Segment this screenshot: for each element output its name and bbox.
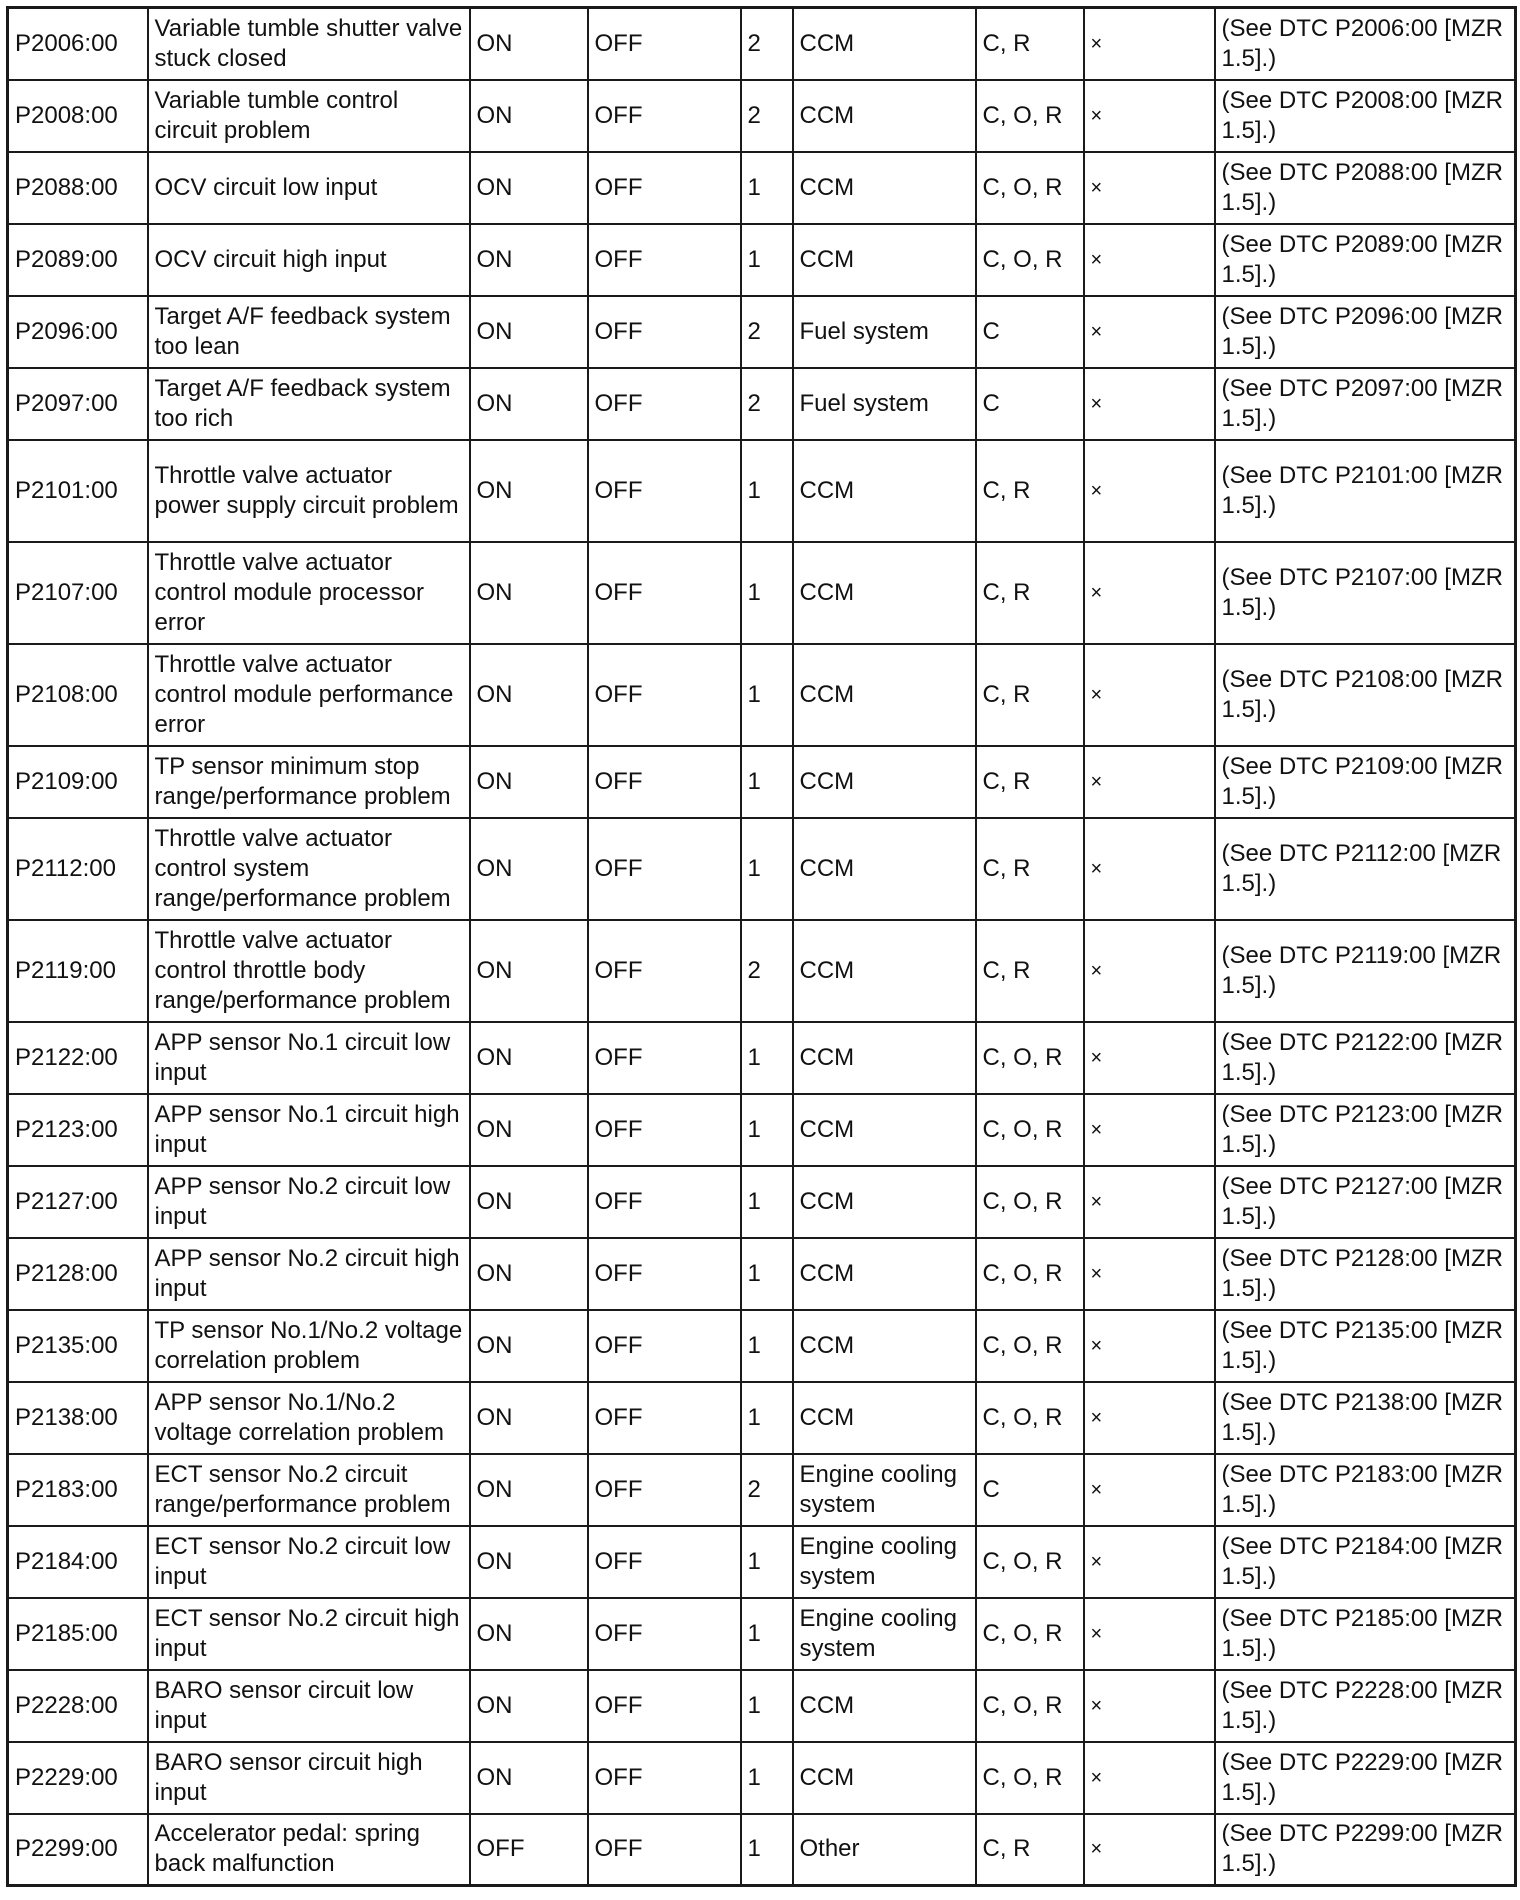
monitor-item-cell: Fuel system [793, 368, 976, 440]
description-cell: OCV circuit high input [148, 224, 470, 296]
table-row [8, 368, 1516, 440]
drive-cycle-cell: 1 [741, 746, 793, 818]
light-status-cell: OFF [588, 368, 741, 440]
reference-cell: (See DTC P2128:00 [MZR 1.5].) [1215, 1238, 1516, 1310]
description-cell: BARO sensor circuit high input [148, 1742, 470, 1814]
self-test-mark-cell: × [1084, 152, 1215, 224]
monitor-item-cell: CCM [793, 1094, 976, 1166]
mil-status-cell: ON [470, 746, 588, 818]
table-row [8, 1022, 1516, 1094]
mil-status-cell: ON [470, 1094, 588, 1166]
monitor-item-cell: CCM [793, 440, 976, 542]
drive-cycle-cell: 1 [741, 542, 793, 644]
mil-status-cell: ON [470, 542, 588, 644]
drive-cycle-cell: 1 [741, 1670, 793, 1742]
table-row [8, 920, 1516, 1022]
memory-function-cell: C, R [976, 1814, 1084, 1886]
mil-status-cell: ON [470, 440, 588, 542]
description-cell: ECT sensor No.2 circuit high input [148, 1598, 470, 1670]
description-cell: Variable tumble shutter valve stuck closed [148, 8, 470, 80]
memory-function-cell: C, R [976, 818, 1084, 920]
table-row [8, 1598, 1516, 1670]
light-status-cell: OFF [588, 1094, 741, 1166]
drive-cycle-cell: 1 [741, 1310, 793, 1382]
table-row [8, 1454, 1516, 1526]
memory-function-cell: C [976, 296, 1084, 368]
self-test-mark-cell: × [1084, 1670, 1215, 1742]
mil-status-cell: ON [470, 1526, 588, 1598]
monitor-item-cell: CCM [793, 920, 976, 1022]
dtc-code-cell: P2096:00 [8, 296, 148, 368]
self-test-mark-cell: × [1084, 1238, 1215, 1310]
dtc-code-cell: P2101:00 [8, 440, 148, 542]
reference-cell: (See DTC P2097:00 [MZR 1.5].) [1215, 368, 1516, 440]
table-row [8, 746, 1516, 818]
table-row [8, 224, 1516, 296]
mil-status-cell: ON [470, 1670, 588, 1742]
self-test-mark-cell: × [1084, 1310, 1215, 1382]
memory-function-cell: C, O, R [976, 1094, 1084, 1166]
light-status-cell: OFF [588, 1310, 741, 1382]
drive-cycle-cell: 2 [741, 920, 793, 1022]
dtc-code-cell: P2127:00 [8, 1166, 148, 1238]
light-status-cell: OFF [588, 644, 741, 746]
reference-cell: (See DTC P2122:00 [MZR 1.5].) [1215, 1022, 1516, 1094]
drive-cycle-cell: 2 [741, 8, 793, 80]
drive-cycle-cell: 1 [741, 152, 793, 224]
monitor-item-cell: CCM [793, 818, 976, 920]
dtc-code-cell: P2097:00 [8, 368, 148, 440]
light-status-cell: OFF [588, 8, 741, 80]
drive-cycle-cell: 1 [741, 818, 793, 920]
table-row [8, 1670, 1516, 1742]
mil-status-cell: ON [470, 1382, 588, 1454]
memory-function-cell: C, R [976, 920, 1084, 1022]
drive-cycle-cell: 2 [741, 80, 793, 152]
table-row [8, 296, 1516, 368]
description-cell: APP sensor No.2 circuit low input [148, 1166, 470, 1238]
reference-cell: (See DTC P2228:00 [MZR 1.5].) [1215, 1670, 1516, 1742]
dtc-code-cell: P2135:00 [8, 1310, 148, 1382]
drive-cycle-cell: 1 [741, 224, 793, 296]
monitor-item-cell: CCM [793, 1238, 976, 1310]
memory-function-cell: C, O, R [976, 1382, 1084, 1454]
reference-cell: (See DTC P2229:00 [MZR 1.5].) [1215, 1742, 1516, 1814]
table-row [8, 440, 1516, 542]
monitor-item-cell: CCM [793, 224, 976, 296]
drive-cycle-cell: 1 [741, 1238, 793, 1310]
drive-cycle-cell: 2 [741, 368, 793, 440]
description-cell: TP sensor No.1/No.2 voltage correlation problem [148, 1310, 470, 1382]
self-test-mark-cell: × [1084, 1166, 1215, 1238]
drive-cycle-cell: 1 [741, 440, 793, 542]
drive-cycle-cell: 1 [741, 1598, 793, 1670]
mil-status-cell: ON [470, 1598, 588, 1670]
memory-function-cell: C, O, R [976, 152, 1084, 224]
self-test-mark-cell: × [1084, 80, 1215, 152]
dtc-code-cell: P2138:00 [8, 1382, 148, 1454]
monitor-item-cell: CCM [793, 1382, 976, 1454]
dtc-code-cell: P2112:00 [8, 818, 148, 920]
light-status-cell: OFF [588, 1742, 741, 1814]
monitor-item-cell: CCM [793, 1670, 976, 1742]
dtc-code-cell: P2119:00 [8, 920, 148, 1022]
description-cell: Accelerator pedal: spring back malfunction [148, 1814, 470, 1886]
memory-function-cell: C, R [976, 542, 1084, 644]
light-status-cell: OFF [588, 1022, 741, 1094]
self-test-mark-cell: × [1084, 296, 1215, 368]
table-row [8, 1742, 1516, 1814]
description-cell: APP sensor No.1 circuit high input [148, 1094, 470, 1166]
self-test-mark-cell: × [1084, 1598, 1215, 1670]
memory-function-cell: C, O, R [976, 1598, 1084, 1670]
description-cell: APP sensor No.1/No.2 voltage correlation problem [148, 1382, 470, 1454]
light-status-cell: OFF [588, 1454, 741, 1526]
dtc-code-cell: P2229:00 [8, 1742, 148, 1814]
dtc-table-body [8, 8, 1516, 1886]
reference-cell: (See DTC P2299:00 [MZR 1.5].) [1215, 1814, 1516, 1886]
memory-function-cell: C [976, 1454, 1084, 1526]
reference-cell: (See DTC P2123:00 [MZR 1.5].) [1215, 1094, 1516, 1166]
reference-cell: (See DTC P2096:00 [MZR 1.5].) [1215, 296, 1516, 368]
memory-function-cell: C, R [976, 8, 1084, 80]
table-row [8, 80, 1516, 152]
dtc-code-cell: P2299:00 [8, 1814, 148, 1886]
monitor-item-cell: CCM [793, 1310, 976, 1382]
light-status-cell: OFF [588, 1382, 741, 1454]
description-cell: ECT sensor No.2 circuit low input [148, 1526, 470, 1598]
mil-status-cell: ON [470, 8, 588, 80]
dtc-code-cell: P2109:00 [8, 746, 148, 818]
mil-status-cell: OFF [470, 1814, 588, 1886]
reference-cell: (See DTC P2108:00 [MZR 1.5].) [1215, 644, 1516, 746]
description-cell: APP sensor No.2 circuit high input [148, 1238, 470, 1310]
table-row [8, 1094, 1516, 1166]
drive-cycle-cell: 2 [741, 1454, 793, 1526]
dtc-code-cell: P2089:00 [8, 224, 148, 296]
table-row [8, 8, 1516, 80]
light-status-cell: OFF [588, 542, 741, 644]
table-row [8, 644, 1516, 746]
description-cell: TP sensor minimum stop range/performance problem [148, 746, 470, 818]
memory-function-cell: C, O, R [976, 80, 1084, 152]
reference-cell: (See DTC P2138:00 [MZR 1.5].) [1215, 1382, 1516, 1454]
drive-cycle-cell: 1 [741, 1814, 793, 1886]
dtc-code-cell: P2006:00 [8, 8, 148, 80]
reference-cell: (See DTC P2185:00 [MZR 1.5].) [1215, 1598, 1516, 1670]
monitor-item-cell: CCM [793, 644, 976, 746]
dtc-code-cell: P2122:00 [8, 1022, 148, 1094]
monitor-item-cell: CCM [793, 542, 976, 644]
memory-function-cell: C, R [976, 746, 1084, 818]
table-row [8, 152, 1516, 224]
monitor-item-cell: Other [793, 1814, 976, 1886]
description-cell: Target A/F feedback system too lean [148, 296, 470, 368]
description-cell: ECT sensor No.2 circuit range/performance problem [148, 1454, 470, 1526]
self-test-mark-cell: × [1084, 1382, 1215, 1454]
monitor-item-cell: Fuel system [793, 296, 976, 368]
reference-cell: (See DTC P2089:00 [MZR 1.5].) [1215, 224, 1516, 296]
table-row [8, 1238, 1516, 1310]
mil-status-cell: ON [470, 818, 588, 920]
mil-status-cell: ON [470, 920, 588, 1022]
light-status-cell: OFF [588, 1670, 741, 1742]
table-row [8, 1526, 1516, 1598]
memory-function-cell: C, O, R [976, 1670, 1084, 1742]
memory-function-cell: C, O, R [976, 1022, 1084, 1094]
drive-cycle-cell: 1 [741, 1526, 793, 1598]
light-status-cell: OFF [588, 1238, 741, 1310]
reference-cell: (See DTC P2109:00 [MZR 1.5].) [1215, 746, 1516, 818]
mil-status-cell: ON [470, 368, 588, 440]
reference-cell: (See DTC P2184:00 [MZR 1.5].) [1215, 1526, 1516, 1598]
drive-cycle-cell: 1 [741, 1094, 793, 1166]
memory-function-cell: C, R [976, 644, 1084, 746]
description-cell: OCV circuit low input [148, 152, 470, 224]
mil-status-cell: ON [470, 296, 588, 368]
drive-cycle-cell: 1 [741, 1742, 793, 1814]
table-row [8, 542, 1516, 644]
reference-cell: (See DTC P2008:00 [MZR 1.5].) [1215, 80, 1516, 152]
table-row [8, 818, 1516, 920]
table-row [8, 1814, 1516, 1886]
memory-function-cell: C, R [976, 440, 1084, 542]
mil-status-cell: ON [470, 1310, 588, 1382]
self-test-mark-cell: × [1084, 368, 1215, 440]
monitor-item-cell: Engine cooling system [793, 1526, 976, 1598]
light-status-cell: OFF [588, 1598, 741, 1670]
memory-function-cell: C, O, R [976, 224, 1084, 296]
monitor-item-cell: CCM [793, 746, 976, 818]
reference-cell: (See DTC P2088:00 [MZR 1.5].) [1215, 152, 1516, 224]
self-test-mark-cell: × [1084, 224, 1215, 296]
dtc-code-cell: P2123:00 [8, 1094, 148, 1166]
light-status-cell: OFF [588, 746, 741, 818]
dtc-code-cell: P2184:00 [8, 1526, 148, 1598]
monitor-item-cell: Engine cooling system [793, 1598, 976, 1670]
dtc-code-cell: P2107:00 [8, 542, 148, 644]
mil-status-cell: ON [470, 1454, 588, 1526]
memory-function-cell: C, O, R [976, 1238, 1084, 1310]
reference-cell: (See DTC P2101:00 [MZR 1.5].) [1215, 440, 1516, 542]
description-cell: Variable tumble control circuit problem [148, 80, 470, 152]
mil-status-cell: ON [470, 1022, 588, 1094]
dtc-code-cell: P2185:00 [8, 1598, 148, 1670]
mil-status-cell: ON [470, 152, 588, 224]
monitor-item-cell: Engine cooling system [793, 1454, 976, 1526]
description-cell: Throttle valve actuator control module processor error [148, 542, 470, 644]
table-row [8, 1382, 1516, 1454]
drive-cycle-cell: 1 [741, 1382, 793, 1454]
monitor-item-cell: CCM [793, 1022, 976, 1094]
mil-status-cell: ON [470, 224, 588, 296]
dtc-code-cell: P2128:00 [8, 1238, 148, 1310]
description-cell: APP sensor No.1 circuit low input [148, 1022, 470, 1094]
reference-cell: (See DTC P2112:00 [MZR 1.5].) [1215, 818, 1516, 920]
table-row [8, 1166, 1516, 1238]
mil-status-cell: ON [470, 1742, 588, 1814]
description-cell: Throttle valve actuator control module performance error [148, 644, 470, 746]
self-test-mark-cell: × [1084, 542, 1215, 644]
dtc-code-cell: P2228:00 [8, 1670, 148, 1742]
table-row [8, 1310, 1516, 1382]
dtc-table [6, 6, 1517, 1887]
mil-status-cell: ON [470, 644, 588, 746]
light-status-cell: OFF [588, 80, 741, 152]
dtc-code-cell: P2008:00 [8, 80, 148, 152]
light-status-cell: OFF [588, 224, 741, 296]
monitor-item-cell: CCM [793, 1742, 976, 1814]
memory-function-cell: C, O, R [976, 1526, 1084, 1598]
dtc-code-cell: P2088:00 [8, 152, 148, 224]
self-test-mark-cell: × [1084, 1742, 1215, 1814]
self-test-mark-cell: × [1084, 920, 1215, 1022]
description-cell: Throttle valve actuator control system range/performance problem [148, 818, 470, 920]
reference-cell: (See DTC P2006:00 [MZR 1.5].) [1215, 8, 1516, 80]
drive-cycle-cell: 2 [741, 296, 793, 368]
light-status-cell: OFF [588, 920, 741, 1022]
monitor-item-cell: CCM [793, 8, 976, 80]
self-test-mark-cell: × [1084, 1454, 1215, 1526]
mil-status-cell: ON [470, 80, 588, 152]
description-cell: BARO sensor circuit low input [148, 1670, 470, 1742]
memory-function-cell: C, O, R [976, 1742, 1084, 1814]
dtc-code-cell: P2108:00 [8, 644, 148, 746]
monitor-item-cell: CCM [793, 152, 976, 224]
self-test-mark-cell: × [1084, 644, 1215, 746]
reference-cell: (See DTC P2183:00 [MZR 1.5].) [1215, 1454, 1516, 1526]
drive-cycle-cell: 1 [741, 1166, 793, 1238]
light-status-cell: OFF [588, 1166, 741, 1238]
self-test-mark-cell: × [1084, 1814, 1215, 1886]
light-status-cell: OFF [588, 152, 741, 224]
drive-cycle-cell: 1 [741, 644, 793, 746]
self-test-mark-cell: × [1084, 1094, 1215, 1166]
memory-function-cell: C [976, 368, 1084, 440]
light-status-cell: OFF [588, 818, 741, 920]
monitor-item-cell: CCM [793, 80, 976, 152]
reference-cell: (See DTC P2127:00 [MZR 1.5].) [1215, 1166, 1516, 1238]
mil-status-cell: ON [470, 1238, 588, 1310]
reference-cell: (See DTC P2135:00 [MZR 1.5].) [1215, 1310, 1516, 1382]
reference-cell: (See DTC P2119:00 [MZR 1.5].) [1215, 920, 1516, 1022]
dtc-code-cell: P2183:00 [8, 1454, 148, 1526]
description-cell: Throttle valve actuator control throttle body range/performance problem [148, 920, 470, 1022]
description-cell: Throttle valve actuator power supply circuit problem [148, 440, 470, 542]
self-test-mark-cell: × [1084, 1526, 1215, 1598]
self-test-mark-cell: × [1084, 818, 1215, 920]
light-status-cell: OFF [588, 1814, 741, 1886]
light-status-cell: OFF [588, 440, 741, 542]
mil-status-cell: ON [470, 1166, 588, 1238]
self-test-mark-cell: × [1084, 1022, 1215, 1094]
self-test-mark-cell: × [1084, 746, 1215, 818]
monitor-item-cell: CCM [793, 1166, 976, 1238]
self-test-mark-cell: × [1084, 440, 1215, 542]
reference-cell: (See DTC P2107:00 [MZR 1.5].) [1215, 542, 1516, 644]
light-status-cell: OFF [588, 1526, 741, 1598]
drive-cycle-cell: 1 [741, 1022, 793, 1094]
light-status-cell: OFF [588, 296, 741, 368]
memory-function-cell: C, O, R [976, 1166, 1084, 1238]
self-test-mark-cell: × [1084, 8, 1215, 80]
memory-function-cell: C, O, R [976, 1310, 1084, 1382]
description-cell: Target A/F feedback system too rich [148, 368, 470, 440]
